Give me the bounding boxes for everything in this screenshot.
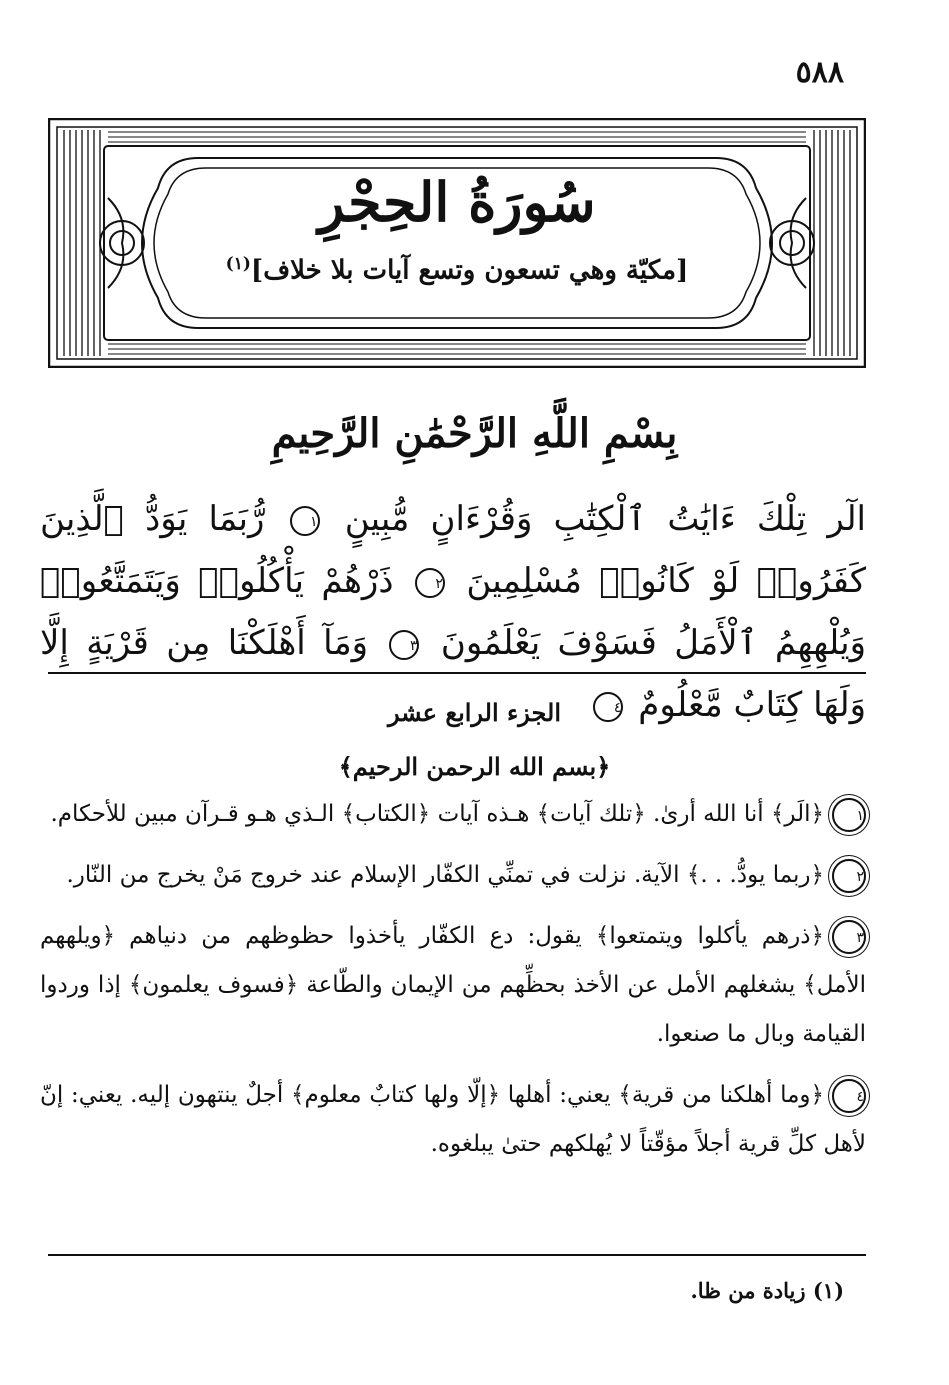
footnote-divider xyxy=(48,1254,866,1256)
footnote-marker: (١) xyxy=(812,1278,844,1303)
verse-number-badge: ١ xyxy=(832,798,866,832)
ornamental-frame-icon xyxy=(48,118,866,368)
commentary xyxy=(40,790,866,1181)
footnote-text: زيادة من ظا. xyxy=(690,1278,806,1303)
verse-text: ذَرْهُمْ يَأْكُلُوا۟ وَيَتَمَتَّعُوا۟ وَيُلْهِهِمُ ٱلْأَمَلُ فَسَوْفَ يَعْلَمُونَ xyxy=(40,561,867,663)
surah-subtitle xyxy=(48,254,866,286)
ayah-number: ٢ xyxy=(415,568,445,598)
verse-text: وَمَآ أَهْلَكْنَا مِن قَرْيَةٍ إِلَّا وَلَهَا كِتَابٌ مَّعْلُومٌ xyxy=(40,623,866,725)
basmala: بِسْمِ اللَّهِ الرَّحْمَٰنِ الرَّحِيمِ xyxy=(271,410,678,457)
paragraph-text: ﴿ذرهم يأكلوا ويتمتعوا﴾ يقول: دع الكفّار يأخذوا حظوظهم من دنياهم ﴿ويلههم الأمل﴾ يشغلهم الأمل عن الأخذ بحظِّهم من الإيمان والطّاعة ﴿فسوف يعلمون﴾ إذا وردوا القيامة وبال ما صنعوا. xyxy=(40,923,866,1047)
footnote-ref: (١) xyxy=(225,254,251,274)
commentary-paragraph xyxy=(40,790,866,839)
paragraph-text: ﴿ربما يودُّ. . .﴾ الآية. نزلت في تمنِّي الكفّار الإسلام عند خروج مَنْ يخرج من النّار. xyxy=(66,862,824,888)
verse-text: رُّبَمَا يَوَدُّ ٱلَّذِينَ كَفَرُوا۟ لَوْ كَانُوا۟ مُسْلِمِينَ xyxy=(40,499,867,601)
verse-text: الٓر تِلْكَ ءَايَٰتُ ٱلْكِتَٰبِ وَقُرْءَانٍ مُّبِينٍ xyxy=(344,499,866,539)
commentary-paragraph xyxy=(40,912,866,1059)
verse-number-badge: ٣ xyxy=(832,920,866,954)
divider xyxy=(48,672,866,674)
juz-title: الجزء الرابع عشر xyxy=(387,698,562,727)
commentary-paragraph xyxy=(40,1071,866,1169)
page-number: ٥٨٨ xyxy=(795,55,844,90)
surah-header-frame xyxy=(48,118,866,368)
ayah-number: ٤ xyxy=(593,692,623,722)
surah-title: سُورَةُ الحِجْرِ xyxy=(318,170,596,234)
paragraph-text: ﴿الَر﴾ أنا الله أرىٰ. ﴿تلك آيات﴾ هـذه آيات ﴿الكتاب﴾ الـذي هـو قـرآن مبين للأحكام. xyxy=(50,801,824,827)
commentary-paragraph xyxy=(40,851,866,900)
verse-number-badge: ٤ xyxy=(832,1079,866,1113)
ayah-number: ١ xyxy=(290,506,320,536)
paragraph-text: ﴿وما أهلكنا من قرية﴾ يعني: أهلها ﴿إلّا ولها كتابٌ معلوم﴾ أجلٌ ينتهون إليه. يعني: إنّ لأهل كلِّ قرية أجلاً مؤقّتاً لا يُهلكهم حتىٰ يبلغوه. xyxy=(40,1082,866,1157)
ayah-number: ٣ xyxy=(389,630,419,660)
commentary-basmala: ﴿بسم الله الرحمن الرحيم﴾ xyxy=(338,752,611,781)
verse-number-badge: ٢ xyxy=(832,859,866,893)
footnote xyxy=(691,1278,845,1303)
surah-subtitle-text: [مكيّة وهي تسعون وتسع آيات بلا خلاف] xyxy=(250,255,689,286)
